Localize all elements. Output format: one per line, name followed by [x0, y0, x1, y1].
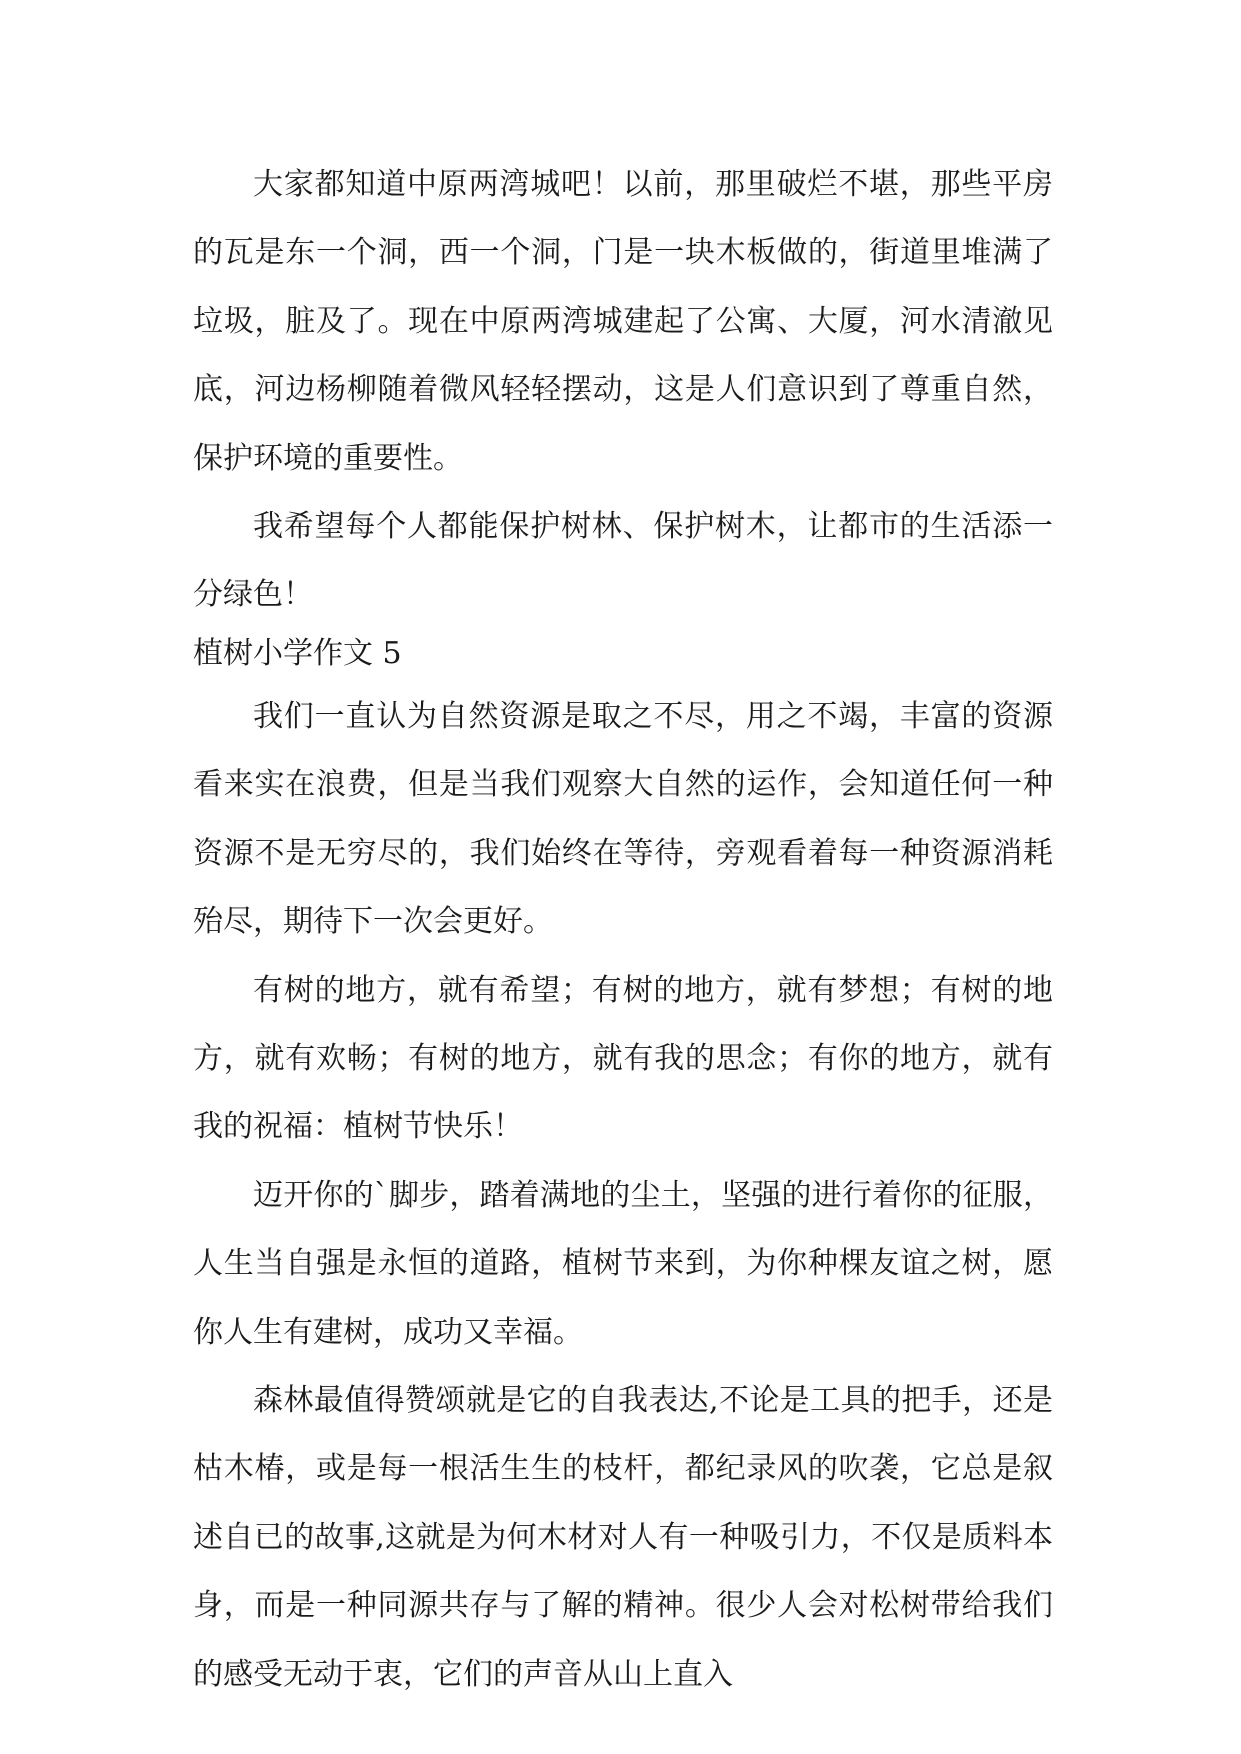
paragraph: 迈开你的`脚步，踏着满地的尘土，坚强的进行着你的征服，人生当自强是永恒的道路，植树节来到，为你种棵友谊之树，愿你人生有建树，成功又幸福。	[193, 1177, 1053, 1350]
paragraph: 森林最值得赞颂就是它的自我表达,不论是工具的把手，还是枯木椿，或是每一根活生生的枝杆，都纪录风的吹袭，它总是叙述自已的故事,这就是为何木材对人有一种吸引力，不仅是质料本身，而是一种同源共存与了解的精神。很少人会对松树带给我们的感受无动于衷，它们的声音从山上直入	[193, 1383, 1053, 1692]
paragraph: 我们一直认为自然资源是取之不尽，用之不竭，丰富的资源看来实在浪费，但是当我们观察大自然的运作，会知道任何一种资源不是无穷尽的，我们始终在等待，旁观看着每一种资源消耗殆尽，期待下一次会更好。	[193, 699, 1053, 940]
essay-title: 植树小学作文 5	[193, 636, 402, 671]
paragraph: 有树的地方，就有希望；有树的地方，就有梦想；有树的地方，就有欢畅；有树的地方，就有我的思念；有你的地方，就有我的祝福：植树节快乐！	[193, 972, 1053, 1145]
essay-section-continued	[193, 151, 1053, 630]
paragraph: 大家都知道中原两湾城吧！以前，那里破烂不堪，那些平房的瓦是东一个洞，西一个洞，门是一块木板做的，街道里堆满了垃圾，脏及了。现在中原两湾城建起了公寓、大厦，河水清澈见底，河边杨柳随着微风轻轻摆动，这是人们意识到了尊重自然，保护环境的重要性。	[193, 167, 1053, 476]
essay-section-5	[193, 683, 1053, 1709]
paragraph: 我希望每个人都能保护树林、保护树木，让都市的生活添一分绿色！	[193, 509, 1053, 613]
